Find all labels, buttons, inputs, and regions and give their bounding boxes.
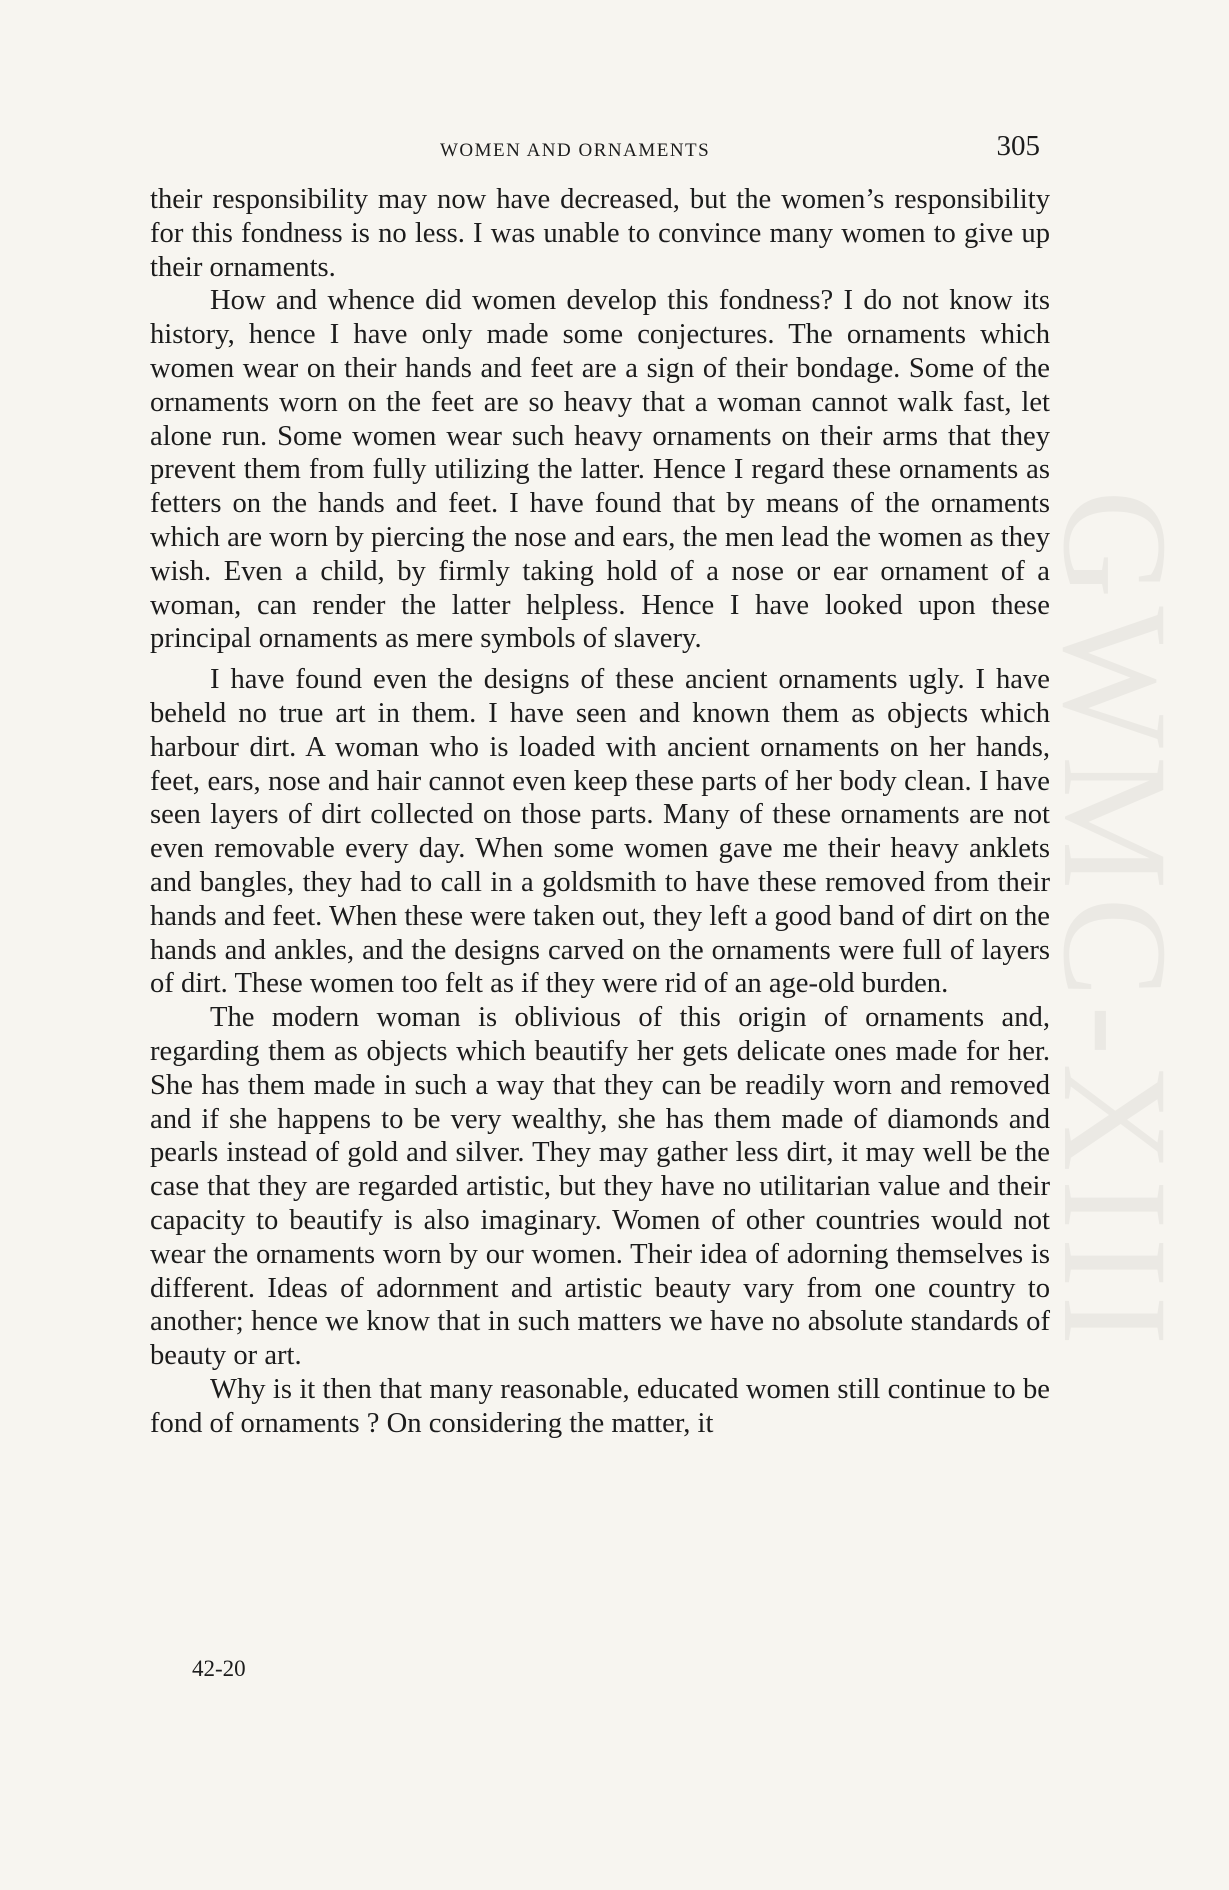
page-number: 305: [996, 130, 1040, 162]
paragraph: The modern woman is oblivious of this origin of ornaments and, regarding them as objects which beautify her gets delicate ones made for her. She has them made in such a way that they can be readily worn and removed and if she happens to be very wealthy, she has them made of diamonds and pearls instead of gold and silver. They may gather less dirt, it may well be the case that they are regarded artistic, but they have no utilitarian value and their capacity to beautify is also imaginary. Women of other countries would not wear the ornaments worn by our women. Their idea of adorning themselves is different. Ideas of adornment and artistic beauty vary from one country to another; hence we know that in such matters we have no absolute standards of beauty or art.: [150, 1002, 1050, 1372]
running-head: [150, 130, 1040, 174]
body-text: [150, 183, 1050, 1440]
paragraph: Why is it then that many reasonable, educated women still continue to be fond of ornaments ? On considering the matter, it: [150, 1373, 1050, 1439]
paragraph-continued: their responsibility may now have decreased, but the women’s responsibility for this fondness is no less. I was unable to convince many women to give up their ornaments.: [150, 184, 1050, 283]
watermark: GWMC-XIII: [1032, 490, 1198, 1354]
paragraph: I have found even the designs of these ancient ornaments ugly. I have beheld no true art in them. I have seen and known them as objects which harbour dirt. A woman who is loaded with ancient ornaments on her hands, feet, ears, nose and hair cannot even keep these parts of her body clean. I have seen layers of dirt collected on those parts. Many of these ornaments are not even removable every day. When some women gave me their heavy anklets and bangles, they had to call in a goldsmith to have these removed from their hands and feet. When these were taken out, they left a good band of dirt on the hands and ankles, and the designs carved on the ornaments were full of layers of dirt. These women too felt as if they were rid of an age-old burden.: [150, 664, 1050, 1000]
signature-mark: 42-20: [192, 1656, 246, 1681]
paragraph: How and whence did women develop this fondness? I do not know its history, hence I have only made some conjectures. The ornaments which women wear on their hands and feet are a sign of their bondage. Some of the ornaments worn on the feet are so heavy that a woman cannot walk fast, let alone run. Some women wear such heavy ornaments on their arms that they prevent them from fully utilizing the latter. Hence I regard these ornaments as fetters on the hands and feet. I have found that by means of the ornaments which are worn by piercing the nose and ears, the men lead the women as they wish. Even a child, by firmly taking hold of a nose or ear ornament of a woman, can render the latter helpless. Hence I have looked upon these principal ornaments as mere symbols of slavery.: [150, 285, 1050, 655]
running-title: WOMEN AND ORNAMENTS: [440, 140, 711, 161]
